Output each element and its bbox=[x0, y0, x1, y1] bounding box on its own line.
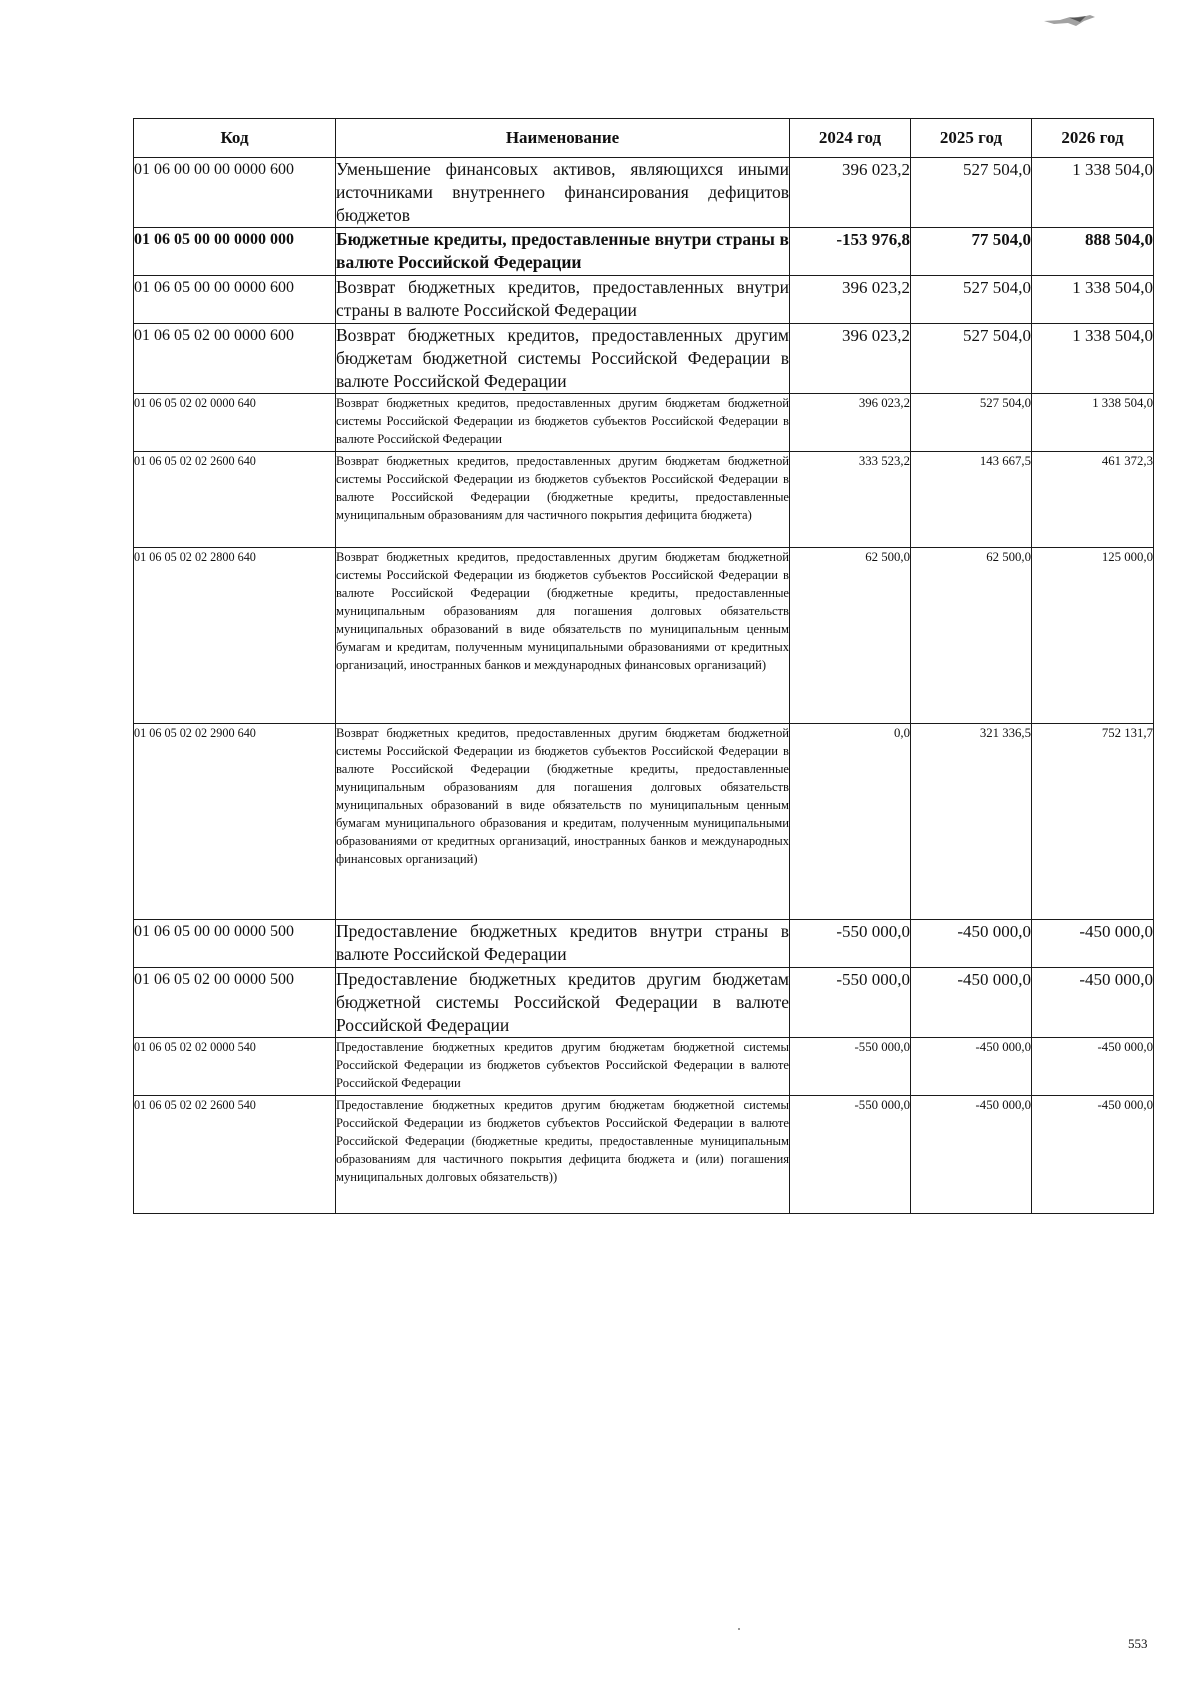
header-code: Код bbox=[134, 119, 336, 158]
table-row bbox=[134, 1038, 1154, 1096]
table-row bbox=[134, 394, 1154, 452]
row-value-2025: -450 000,0 bbox=[911, 1038, 1032, 1096]
row-value-2024: 396 023,2 bbox=[790, 158, 911, 228]
row-value-2024: 0,0 bbox=[790, 724, 911, 920]
row-value-2025: 321 336,5 bbox=[911, 724, 1032, 920]
row-value-2024: -153 976,8 bbox=[790, 228, 911, 276]
row-name: Возврат бюджетных кредитов, предоставленных внутри страны в валюте Российской Федерации bbox=[336, 276, 790, 324]
table-row bbox=[134, 452, 1154, 548]
table-row bbox=[134, 1096, 1154, 1214]
row-value-2024: -550 000,0 bbox=[790, 968, 911, 1038]
row-value-2024: 333 523,2 bbox=[790, 452, 911, 548]
header-2024: 2024 год bbox=[790, 119, 911, 158]
row-value-2024: 396 023,2 bbox=[790, 324, 911, 394]
row-value-2024: 62 500,0 bbox=[790, 548, 911, 724]
row-value-2025: 527 504,0 bbox=[911, 394, 1032, 452]
row-value-2024: 396 023,2 bbox=[790, 276, 911, 324]
row-name: Предоставление бюджетных кредитов другим бюджетам бюджетной системы Российской Федерации в валюте Российской Федерации bbox=[336, 968, 790, 1038]
table-row bbox=[134, 548, 1154, 724]
row-name: Предоставление бюджетных кредитов другим бюджетам бюджетной системы Российской Федерации из бюджетов субъектов Российской Федерации в валюте Российской Федерации (бюджетные кредиты, предоставленные муниципальным образованиям для частичного покрытия дефицита бюджета и (или) погашения муниципальных долговых обязательств)) bbox=[336, 1096, 790, 1214]
row-code: 01 06 05 02 02 2800 640 bbox=[134, 548, 336, 724]
header-name: Наименование bbox=[336, 119, 790, 158]
row-value-2024: -550 000,0 bbox=[790, 1038, 911, 1096]
row-value-2024: -550 000,0 bbox=[790, 1096, 911, 1214]
row-name: Возврат бюджетных кредитов, предоставленных другим бюджетам бюджетной системы Российской Федерации из бюджетов субъектов Российской Федерации в валюте Российской Федерации (бюджетные кредиты, предоставленные муниципальным образованиям для погашения долговых обязательств муниципальных образований в виде обязательств по муниципальным ценным бумагам муниципального образования и кредитам, полученным муниципальными образованиями от кредитных организаций, иностранных банков и международных финансовых организаций) bbox=[336, 724, 790, 920]
row-value-2025: -450 000,0 bbox=[911, 1096, 1032, 1214]
row-value-2025: 77 504,0 bbox=[911, 228, 1032, 276]
row-value-2026: 1 338 504,0 bbox=[1032, 158, 1154, 228]
row-code: 01 06 05 02 00 0000 600 bbox=[134, 324, 336, 394]
row-code: 01 06 05 02 02 2900 640 bbox=[134, 724, 336, 920]
row-name: Возврат бюджетных кредитов, предоставленных другим бюджетам бюджетной системы Российской Федерации из бюджетов субъектов Российской Федерации в валюте Российской Федерации (бюджетные кредиты, предоставленные муниципальным образованиям для частичного покрытия дефицита бюджета) bbox=[336, 452, 790, 548]
row-value-2026: 125 000,0 bbox=[1032, 548, 1154, 724]
row-code: 01 06 05 02 02 0000 540 bbox=[134, 1038, 336, 1096]
row-value-2025: 527 504,0 bbox=[911, 276, 1032, 324]
table-row bbox=[134, 724, 1154, 920]
header-2026: 2026 год bbox=[1032, 119, 1154, 158]
row-value-2025: 143 667,5 bbox=[911, 452, 1032, 548]
row-name: Бюджетные кредиты, предоставленные внутри страны в валюте Российской Федерации bbox=[336, 228, 790, 276]
row-code: 01 06 05 00 00 0000 500 bbox=[134, 920, 336, 968]
table-header-row bbox=[134, 119, 1154, 158]
row-value-2026: 1 338 504,0 bbox=[1032, 394, 1154, 452]
row-value-2026: -450 000,0 bbox=[1032, 1038, 1154, 1096]
row-name: Возврат бюджетных кредитов, предоставленных другим бюджетам бюджетной системы Российской Федерации в валюте Российской Федерации bbox=[336, 324, 790, 394]
row-name: Уменьшение финансовых активов, являющихся иными источниками внутреннего финансирования дефицитов бюджетов bbox=[336, 158, 790, 228]
row-name: Предоставление бюджетных кредитов внутри страны в валюте Российской Федерации bbox=[336, 920, 790, 968]
row-value-2026: 752 131,7 bbox=[1032, 724, 1154, 920]
row-name: Предоставление бюджетных кредитов другим бюджетам бюджетной системы Российской Федерации из бюджетов субъектов Российской Федерации в валюте Российской Федерации bbox=[336, 1038, 790, 1096]
row-value-2026: -450 000,0 bbox=[1032, 1096, 1154, 1214]
row-value-2025: -450 000,0 bbox=[911, 920, 1032, 968]
row-name: Возврат бюджетных кредитов, предоставленных другим бюджетам бюджетной системы Российской Федерации из бюджетов субъектов Российской Федерации в валюте Российской Федерации (бюджетные кредиты, предоставленные муниципальным образованиям для погашения долговых обязательств муниципальных образований в виде обязательств по муниципальным ценным бумагам и кредитам, полученным муниципальными образованиями от кредитных организаций, иностранных банков и международных финансовых организаций) bbox=[336, 548, 790, 724]
row-value-2026: -450 000,0 bbox=[1032, 920, 1154, 968]
page-number: 553 bbox=[1128, 1636, 1148, 1651]
scan-dot bbox=[738, 1628, 740, 1630]
row-value-2025: 527 504,0 bbox=[911, 158, 1032, 228]
row-name: Возврат бюджетных кредитов, предоставленных другим бюджетам бюджетной системы Российской Федерации из бюджетов субъектов Российской Федерации в валюте Российской Федерации bbox=[336, 394, 790, 452]
table-row bbox=[134, 158, 1154, 228]
table-row bbox=[134, 920, 1154, 968]
row-code: 01 06 05 02 00 0000 500 bbox=[134, 968, 336, 1038]
row-value-2026: 888 504,0 bbox=[1032, 228, 1154, 276]
row-code: 01 06 05 02 02 2600 640 bbox=[134, 452, 336, 548]
row-value-2026: 461 372,3 bbox=[1032, 452, 1154, 548]
header-2025: 2025 год bbox=[911, 119, 1032, 158]
row-value-2025: 62 500,0 bbox=[911, 548, 1032, 724]
row-code: 01 06 00 00 00 0000 600 bbox=[134, 158, 336, 228]
row-value-2024: 396 023,2 bbox=[790, 394, 911, 452]
table-row bbox=[134, 968, 1154, 1038]
row-code: 01 06 05 00 00 0000 600 bbox=[134, 276, 336, 324]
table-row bbox=[134, 276, 1154, 324]
row-value-2026: 1 338 504,0 bbox=[1032, 276, 1154, 324]
table-row bbox=[134, 228, 1154, 276]
row-code: 01 06 05 02 02 0000 640 bbox=[134, 394, 336, 452]
row-value-2026: -450 000,0 bbox=[1032, 968, 1154, 1038]
scan-artifact-icon bbox=[1040, 12, 1098, 28]
sources-financing-table bbox=[133, 118, 1154, 1214]
row-value-2026: 1 338 504,0 bbox=[1032, 324, 1154, 394]
row-value-2025: 527 504,0 bbox=[911, 324, 1032, 394]
row-code: 01 06 05 00 00 0000 000 bbox=[134, 228, 336, 276]
row-value-2024: -550 000,0 bbox=[790, 920, 911, 968]
row-value-2025: -450 000,0 bbox=[911, 968, 1032, 1038]
table-row bbox=[134, 324, 1154, 394]
row-code: 01 06 05 02 02 2600 540 bbox=[134, 1096, 336, 1214]
